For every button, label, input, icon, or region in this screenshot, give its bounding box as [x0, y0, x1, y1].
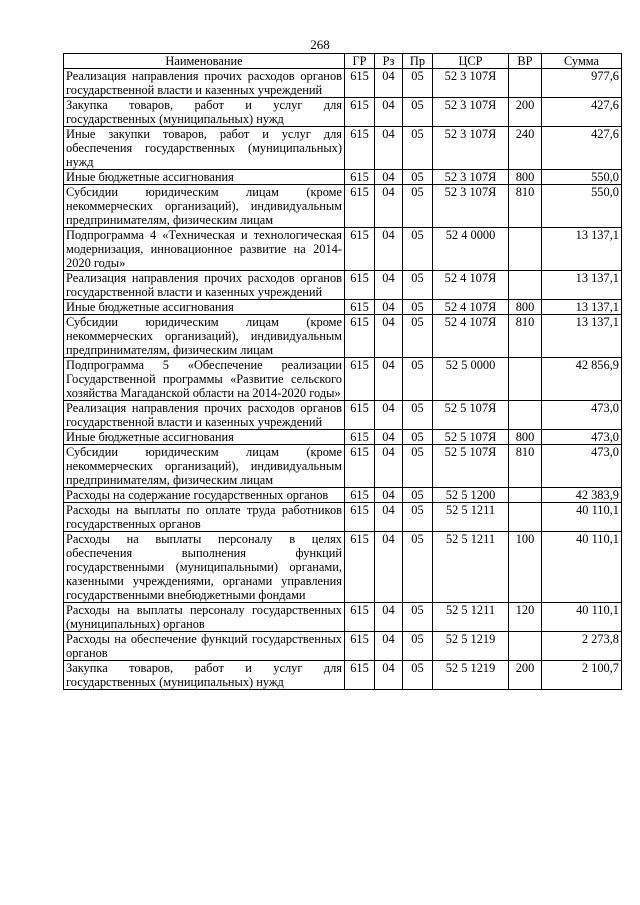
cell-name: Расходы на выплаты персоналу в целях обеспечения выполнения функций государственными (муниципальными) органами, казенными учреждениями, органами управления государственными внебюджетными фондами	[64, 532, 345, 603]
cell-pr: 05	[403, 445, 433, 488]
cell-pr: 05	[403, 315, 433, 358]
cell-vr	[509, 503, 542, 532]
cell-csr: 52 5 1211	[433, 603, 509, 632]
cell-gr: 615	[345, 185, 375, 228]
table-row	[64, 445, 622, 488]
cell-sum: 40 110,1	[542, 603, 622, 632]
cell-name: Подпрограмма 4 «Техническая и технологическая модернизация, инновационное развитие на 2014-2020 годы»	[64, 228, 345, 271]
cell-vr	[509, 488, 542, 503]
table-header-row	[64, 54, 622, 69]
table-row	[64, 488, 622, 503]
cell-name: Иные бюджетные ассигнования	[64, 300, 345, 315]
cell-name: Расходы на выплаты персоналу государственных (муниципальных) органов	[64, 603, 345, 632]
cell-rz: 04	[375, 358, 403, 401]
cell-pr: 05	[403, 185, 433, 228]
table-row	[64, 503, 622, 532]
cell-gr: 615	[345, 98, 375, 127]
cell-sum: 40 110,1	[542, 503, 622, 532]
cell-pr: 05	[403, 661, 433, 690]
table-row	[64, 185, 622, 228]
cell-sum: 42 383,9	[542, 488, 622, 503]
cell-name: Реализация направления прочих расходов органов государственной власти и казенных учреждений	[64, 271, 345, 300]
cell-vr	[509, 271, 542, 300]
cell-pr: 05	[403, 98, 433, 127]
table-row	[64, 603, 622, 632]
cell-sum: 427,6	[542, 127, 622, 170]
cell-rz: 04	[375, 98, 403, 127]
cell-rz: 04	[375, 127, 403, 170]
cell-pr: 05	[403, 69, 433, 98]
cell-csr: 52 5 107Я	[433, 430, 509, 445]
cell-vr	[509, 228, 542, 271]
cell-sum: 473,0	[542, 430, 622, 445]
cell-rz: 04	[375, 445, 403, 488]
cell-pr: 05	[403, 488, 433, 503]
header-csr: ЦСР	[433, 54, 509, 69]
cell-rz: 04	[375, 69, 403, 98]
cell-gr: 615	[345, 401, 375, 430]
cell-sum: 13 137,1	[542, 315, 622, 358]
cell-rz: 04	[375, 603, 403, 632]
cell-name: Иные бюджетные ассигнования	[64, 170, 345, 185]
header-rz: Рз	[375, 54, 403, 69]
cell-name: Реализация направления прочих расходов органов государственной власти и казенных учреждений	[64, 401, 345, 430]
cell-csr: 52 3 107Я	[433, 69, 509, 98]
header-gr: ГР	[345, 54, 375, 69]
table-row	[64, 661, 622, 690]
cell-gr: 615	[345, 661, 375, 690]
cell-csr: 52 4 0000	[433, 228, 509, 271]
cell-csr: 52 5 1211	[433, 532, 509, 603]
cell-csr: 52 3 107Я	[433, 185, 509, 228]
cell-pr: 05	[403, 271, 433, 300]
page-number: 268	[310, 37, 330, 52]
table-body	[64, 69, 622, 690]
cell-vr	[509, 69, 542, 98]
cell-sum: 550,0	[542, 185, 622, 228]
cell-gr: 615	[345, 488, 375, 503]
cell-pr: 05	[403, 358, 433, 401]
table-row	[64, 430, 622, 445]
cell-sum: 473,0	[542, 401, 622, 430]
cell-sum: 550,0	[542, 170, 622, 185]
cell-csr: 52 5 1211	[433, 503, 509, 532]
cell-vr: 240	[509, 127, 542, 170]
cell-vr: 100	[509, 532, 542, 603]
cell-rz: 04	[375, 271, 403, 300]
cell-name: Субсидии юридическим лицам (кроме некоммерческих организаций), индивидуальным предпринимателям, физическим лицам	[64, 445, 345, 488]
cell-pr: 05	[403, 228, 433, 271]
cell-csr: 52 4 107Я	[433, 300, 509, 315]
cell-vr: 810	[509, 185, 542, 228]
cell-gr: 615	[345, 271, 375, 300]
cell-gr: 615	[345, 532, 375, 603]
header-sum: Сумма	[542, 54, 622, 69]
table-row	[64, 315, 622, 358]
cell-csr: 52 5 107Я	[433, 445, 509, 488]
cell-rz: 04	[375, 488, 403, 503]
table-row	[64, 271, 622, 300]
cell-sum: 473,0	[542, 445, 622, 488]
cell-vr	[509, 358, 542, 401]
table-row	[64, 358, 622, 401]
cell-rz: 04	[375, 170, 403, 185]
cell-vr	[509, 401, 542, 430]
cell-csr: 52 3 107Я	[433, 98, 509, 127]
cell-rz: 04	[375, 228, 403, 271]
cell-vr: 800	[509, 300, 542, 315]
cell-sum: 2 100,7	[542, 661, 622, 690]
cell-csr: 52 4 107Я	[433, 271, 509, 300]
table-row	[64, 170, 622, 185]
table-row	[64, 300, 622, 315]
cell-gr: 615	[345, 170, 375, 185]
cell-sum: 13 137,1	[542, 271, 622, 300]
header-name: Наименование	[64, 54, 345, 69]
cell-vr: 800	[509, 430, 542, 445]
cell-sum: 2 273,8	[542, 632, 622, 661]
cell-rz: 04	[375, 315, 403, 358]
cell-vr: 200	[509, 98, 542, 127]
cell-name: Закупка товаров, работ и услуг для государственных (муниципальных) нужд	[64, 98, 345, 127]
cell-rz: 04	[375, 401, 403, 430]
cell-name: Расходы на содержание государственных органов	[64, 488, 345, 503]
cell-csr: 52 5 1219	[433, 661, 509, 690]
cell-rz: 04	[375, 503, 403, 532]
cell-vr: 800	[509, 170, 542, 185]
table-row	[64, 98, 622, 127]
cell-gr: 615	[345, 430, 375, 445]
cell-sum: 13 137,1	[542, 300, 622, 315]
cell-pr: 05	[403, 603, 433, 632]
cell-vr: 200	[509, 661, 542, 690]
cell-pr: 05	[403, 300, 433, 315]
table-row	[64, 632, 622, 661]
table-row	[64, 228, 622, 271]
cell-vr: 810	[509, 445, 542, 488]
cell-pr: 05	[403, 532, 433, 603]
table-row	[64, 127, 622, 170]
cell-pr: 05	[403, 170, 433, 185]
cell-gr: 615	[345, 300, 375, 315]
cell-csr: 52 5 0000	[433, 358, 509, 401]
cell-sum: 13 137,1	[542, 228, 622, 271]
cell-csr: 52 5 1219	[433, 632, 509, 661]
cell-gr: 615	[345, 228, 375, 271]
cell-pr: 05	[403, 127, 433, 170]
cell-pr: 05	[403, 503, 433, 532]
cell-rz: 04	[375, 300, 403, 315]
cell-csr: 52 3 107Я	[433, 127, 509, 170]
cell-rz: 04	[375, 430, 403, 445]
cell-rz: 04	[375, 661, 403, 690]
cell-vr: 810	[509, 315, 542, 358]
cell-gr: 615	[345, 603, 375, 632]
cell-gr: 615	[345, 358, 375, 401]
table-row	[64, 69, 622, 98]
cell-name: Иные бюджетные ассигнования	[64, 430, 345, 445]
cell-gr: 615	[345, 445, 375, 488]
table-row	[64, 532, 622, 603]
cell-name: Субсидии юридическим лицам (кроме некоммерческих организаций), индивидуальным предпринимателям, физическим лицам	[64, 315, 345, 358]
cell-gr: 615	[345, 503, 375, 532]
cell-sum: 977,6	[542, 69, 622, 98]
cell-rz: 04	[375, 185, 403, 228]
header-vr: ВР	[509, 54, 542, 69]
cell-gr: 615	[345, 127, 375, 170]
cell-csr: 52 5 107Я	[433, 401, 509, 430]
cell-vr	[509, 632, 542, 661]
cell-csr: 52 5 1200	[433, 488, 509, 503]
cell-name: Реализация направления прочих расходов органов государственной власти и казенных учреждений	[64, 69, 345, 98]
table-row	[64, 401, 622, 430]
cell-sum: 40 110,1	[542, 532, 622, 603]
header-pr: Пр	[403, 54, 433, 69]
cell-pr: 05	[403, 430, 433, 445]
cell-rz: 04	[375, 632, 403, 661]
cell-sum: 427,6	[542, 98, 622, 127]
cell-csr: 52 4 107Я	[433, 315, 509, 358]
cell-name: Расходы на выплаты по оплате труда работников государственных органов	[64, 503, 345, 532]
cell-vr: 120	[509, 603, 542, 632]
cell-name: Подпрограмма 5 «Обеспечение реализации Государственной программы «Развитие сельского хозяйства Магаданской области на 2014-2020 годы»	[64, 358, 345, 401]
cell-pr: 05	[403, 632, 433, 661]
cell-name: Иные закупки товаров, работ и услуг для обеспечения государственных (муниципальных) нужд	[64, 127, 345, 170]
cell-gr: 615	[345, 69, 375, 98]
budget-table	[63, 53, 622, 690]
cell-gr: 615	[345, 632, 375, 661]
cell-pr: 05	[403, 401, 433, 430]
cell-name: Закупка товаров, работ и услуг для государственных (муниципальных) нужд	[64, 661, 345, 690]
cell-name: Субсидии юридическим лицам (кроме некоммерческих организаций), индивидуальным предпринимателям, физическим лицам	[64, 185, 345, 228]
cell-sum: 42 856,9	[542, 358, 622, 401]
cell-gr: 615	[345, 315, 375, 358]
cell-name: Расходы на обеспечение функций государственных органов	[64, 632, 345, 661]
cell-rz: 04	[375, 532, 403, 603]
cell-csr: 52 3 107Я	[433, 170, 509, 185]
